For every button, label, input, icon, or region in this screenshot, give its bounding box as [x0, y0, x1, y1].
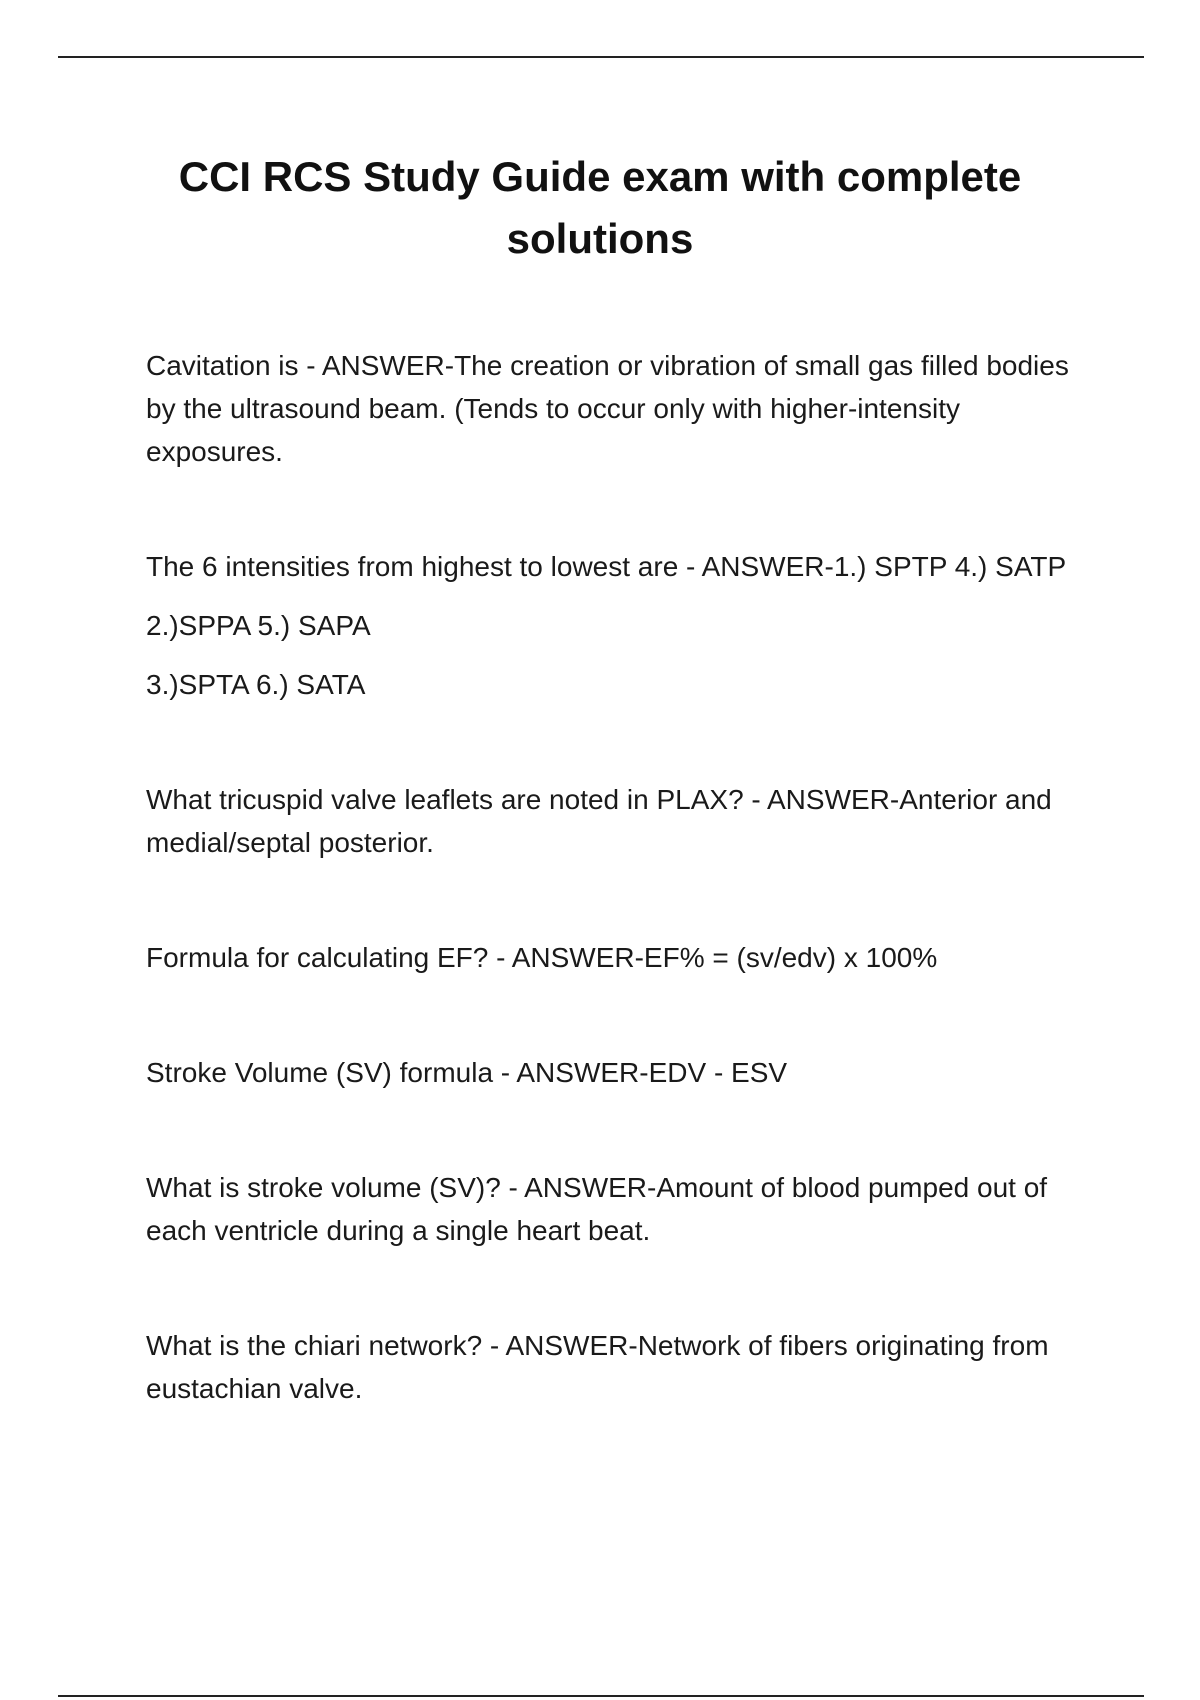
qa-list	[146, 344, 1086, 1410]
answer-text: ANSWER-1.) SPTP 4.) SATP	[701, 551, 1067, 582]
question-text: Stroke Volume (SV) formula -	[146, 1057, 516, 1088]
top-rule	[58, 56, 1144, 58]
qa-item	[146, 936, 1086, 979]
answer-line: 3.)SPTA 6.) SATA	[146, 669, 366, 700]
answer-text: ANSWER-Amount of blood pumped out of each ventricle during a single heart beat.	[146, 1172, 1048, 1246]
answer-text: ANSWER-Anterior and medial/septal posterior.	[146, 784, 1052, 858]
qa-item	[146, 545, 1086, 588]
qa-item	[146, 344, 1086, 473]
bottom-rule	[58, 1695, 1144, 1697]
qa-item	[146, 1166, 1086, 1252]
page-title: CCI RCS Study Guide exam with complete solutions	[178, 153, 1022, 262]
qa-item	[146, 1324, 1086, 1410]
answer-text: ANSWER-EDV - ESV	[516, 1057, 788, 1088]
answer-text: ANSWER-The creation or vibration of small gas filled bodies by the ultrasound beam. (Tends to occur only with higher-intensity exposures.	[146, 350, 1069, 467]
answer-line: 2.)SPPA 5.) SAPA	[146, 610, 371, 641]
question-text: What tricuspid valve leaflets are noted in PLAX? -	[146, 784, 767, 815]
question-text: What is stroke volume (SV)? -	[146, 1172, 524, 1203]
answer-text: ANSWER-EF% = (sv/edv) x 100%	[511, 942, 938, 973]
question-text: What is the chiari network? -	[146, 1330, 505, 1361]
question-text: Cavitation is -	[146, 350, 322, 381]
question-text: Formula for calculating EF? -	[146, 942, 512, 973]
answer-text: ANSWER-Network of fibers originating from eustachian valve.	[146, 1330, 1049, 1404]
qa-item	[146, 1051, 1086, 1094]
qa-item	[146, 778, 1086, 864]
question-text: The 6 intensities from highest to lowest are -	[146, 551, 702, 582]
